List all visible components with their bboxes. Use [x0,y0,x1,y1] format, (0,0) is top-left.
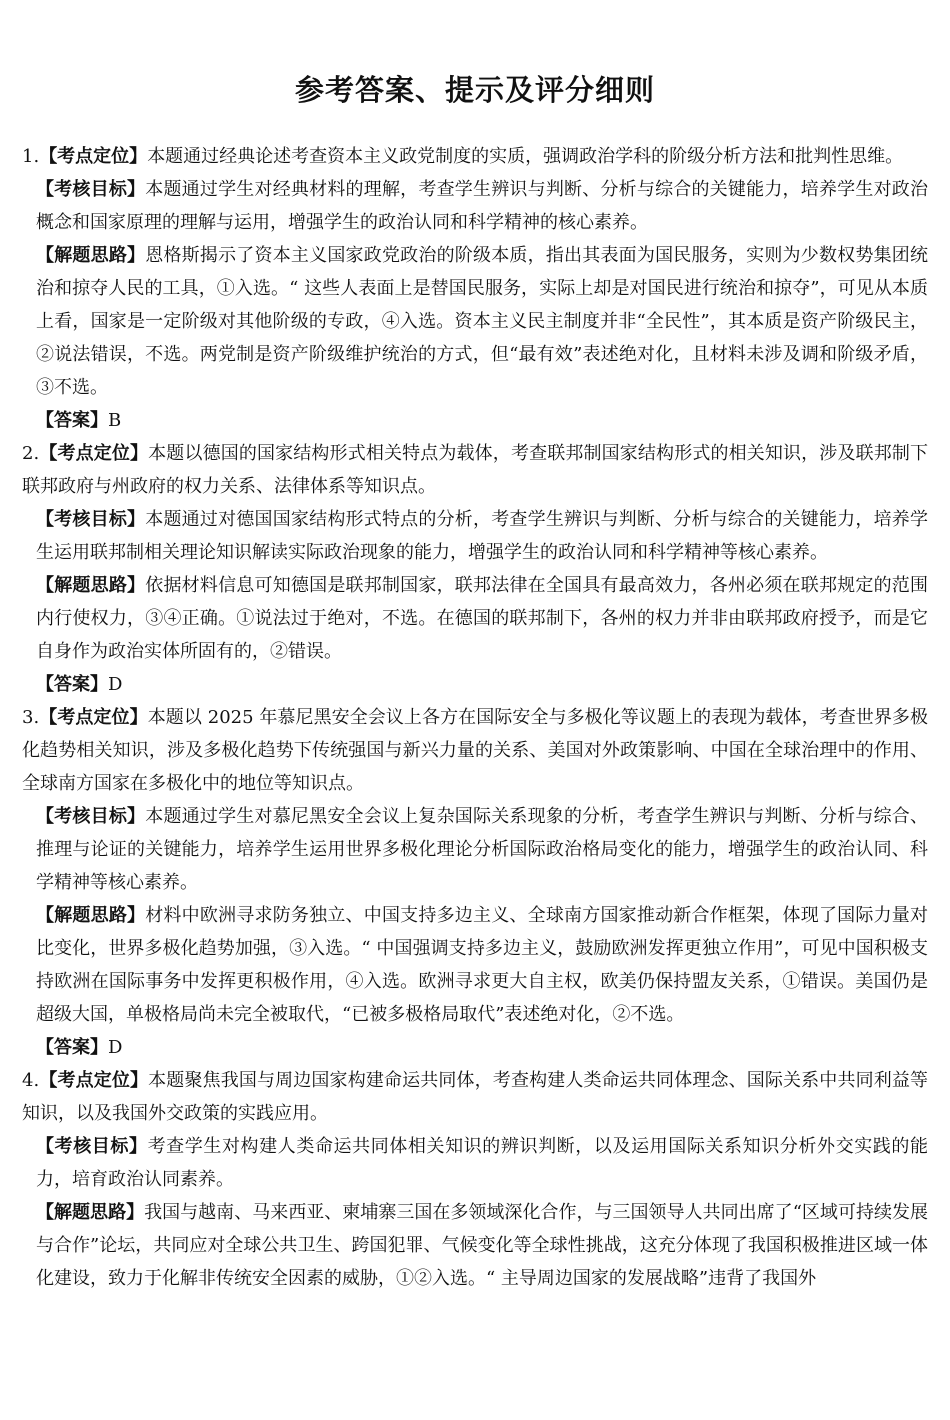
q3-kaodian-label: 【考点定位】 [39,707,148,728]
q4-kaodian-label: 【考点定位】 [39,1070,149,1091]
question-1 [22,140,928,437]
q1-kaohe [22,173,928,239]
q1-kaodian [22,140,928,173]
q3-jieti [22,899,928,1031]
q1-answer-label: 【答案】 [36,410,108,431]
q1-jieti-text: 恩格斯揭示了资本主义国家政党政治的阶级本质，指出其表面为国民服务，实则为少数权势集团统治和掠夺人民的工具，①入选。“ 这些人表面上是替国民服务，实际上却是对国民进行统治和掠夺”，可见从本质上看，国家是一定阶级对其他阶级的专政，④入选。资本主义民主制度并非“全民性”，其本质是资产阶级民主，②说法错误，不选。两党制是资产阶级维护统治的方式，但“最有效”表述绝对化，且材料未涉及调和阶级矛盾，③不选。 [36,245,928,398]
question-2 [22,437,928,701]
q4-kaohe-label: 【考核目标】 [36,1136,148,1157]
q1-jieti [22,239,928,404]
q3-kaodian-text: 本题以 2025 年慕尼黑安全会议上各方在国际安全与多极化等议题上的表现为载体，考查世界多极化趋势相关知识，涉及多极化趋势下传统强国与新兴力量的关系、美国对外政策影响、中国在全球治理中的作用、全球南方国家在多极化中的地位等知识点。 [22,707,929,794]
q2-answer-value: D [108,674,123,695]
q4-jieti-label: 【解题思路】 [36,1202,145,1223]
page-title: 参考答案、提示及评分细则 [294,73,655,107]
q2-jieti-label: 【解题思路】 [36,575,146,596]
q1-kaohe-label: 【考核目标】 [36,179,146,200]
q2-kaodian-label: 【考点定位】 [39,443,149,464]
q3-answer [22,1031,928,1064]
q2-kaohe-text: 本题通过对德国国家结构形式特点的分析，考查学生辨识与判断、分析与综合的关键能力，培养学生运用联邦制相关理论知识解读实际政治现象的能力，增强学生的政治认同和科学精神等核心素养。 [36,509,928,563]
q2-number: 2. [22,443,40,464]
q1-kaodian-text: 本题通过经典论述考查资本主义政党制度的实质，强调政治学科的阶级分析方法和批判性思维。 [147,146,904,167]
q1-answer-value: B [108,410,122,431]
q4-kaohe [22,1130,928,1196]
q4-jieti-text: 我国与越南、马来西亚、柬埔寨三国在多领域深化合作，与三国领导人共同出席了“区域可持续发展与合作”论坛，共同应对全球公共卫生、跨国犯罪、气候变化等全球性挑战，这充分体现了我国积极推进区域一体化建设，致力于化解非传统安全因素的威胁，①②入选。“ 主导周边国家的发展战略”违背了我国外 [36,1202,929,1289]
q4-jieti [22,1196,928,1295]
q3-kaohe [22,800,928,899]
q2-answer [22,668,928,701]
q2-kaohe-label: 【考核目标】 [36,509,146,530]
q2-answer-label: 【答案】 [36,674,108,695]
q1-kaohe-text: 本题通过学生对经典材料的理解，考查学生辨识与判断、分析与综合的关键能力，培养学生对政治概念和国家原理的理解与运用，增强学生的政治认同和科学精神的核心素养。 [36,179,928,233]
q4-kaodian-text: 本题聚焦我国与周边国家构建命运共同体，考查构建人类命运共同体理念、国际关系中共同利益等知识，以及我国外交政策的实践应用。 [22,1070,929,1124]
q3-answer-value: D [108,1037,123,1058]
q2-kaodian [22,437,928,503]
q4-kaohe-text: 考查学生对构建人类命运共同体相关知识的辨识判断，以及运用国际关系知识分析外交实践的能力，培育政治认同素养。 [36,1136,928,1190]
q3-jieti-text: 材料中欧洲寻求防务独立、中国支持多边主义、全球南方国家推动新合作框架，体现了国际力量对比变化，世界多极化趋势加强，③入选。“ 中国强调支持多边主义，鼓励欧洲发挥更独立作用”，可见中国积极支持欧洲在国际事务中发挥更积极作用，④入选。欧洲寻求更大自主权，欧美仍保持盟友关系，①错误。美国仍是超级大国，单极格局尚未完全被取代，“已被多极格局取代”表述绝对化，②不选。 [36,905,928,1025]
q3-kaohe-label: 【考核目标】 [36,806,146,827]
q3-kaohe-text: 本题通过学生对慕尼黑安全会议上复杂国际关系现象的分析，考查学生辨识与判断、分析与综合、推理与论证的关键能力，培养学生运用世界多极化理论分析国际政治格局变化的能力，增强学生的政治认同、科学精神等核心素养。 [36,806,928,893]
q3-answer-label: 【答案】 [36,1037,108,1058]
q3-number: 3. [22,707,40,728]
q1-answer [22,404,928,437]
q2-kaohe [22,503,928,569]
q4-kaodian [22,1064,928,1130]
q3-kaodian [22,701,928,800]
q1-number: 1. [22,146,40,167]
q1-kaodian-label: 【考点定位】 [39,146,148,167]
q2-jieti [22,569,928,668]
q2-kaodian-text: 本题以德国的国家结构形式相关特点为载体，考查联邦制国家结构形式的相关知识，涉及联邦制下联邦政府与州政府的权力关系、法律体系等知识点。 [22,443,929,497]
q3-jieti-label: 【解题思路】 [36,905,146,926]
q4-number: 4. [22,1070,40,1091]
q1-jieti-label: 【解题思路】 [36,245,146,266]
question-4 [22,1064,928,1295]
q2-jieti-text: 依据材料信息可知德国是联邦制国家，联邦法律在全国具有最高效力，各州必须在联邦规定的范围内行使权力，③④正确。①说法过于绝对，不选。在德国的联邦制下，各州的权力并非由联邦政府授予，而是它自身作为政治实体所固有的，②错误。 [36,575,928,662]
question-3 [22,701,928,1064]
